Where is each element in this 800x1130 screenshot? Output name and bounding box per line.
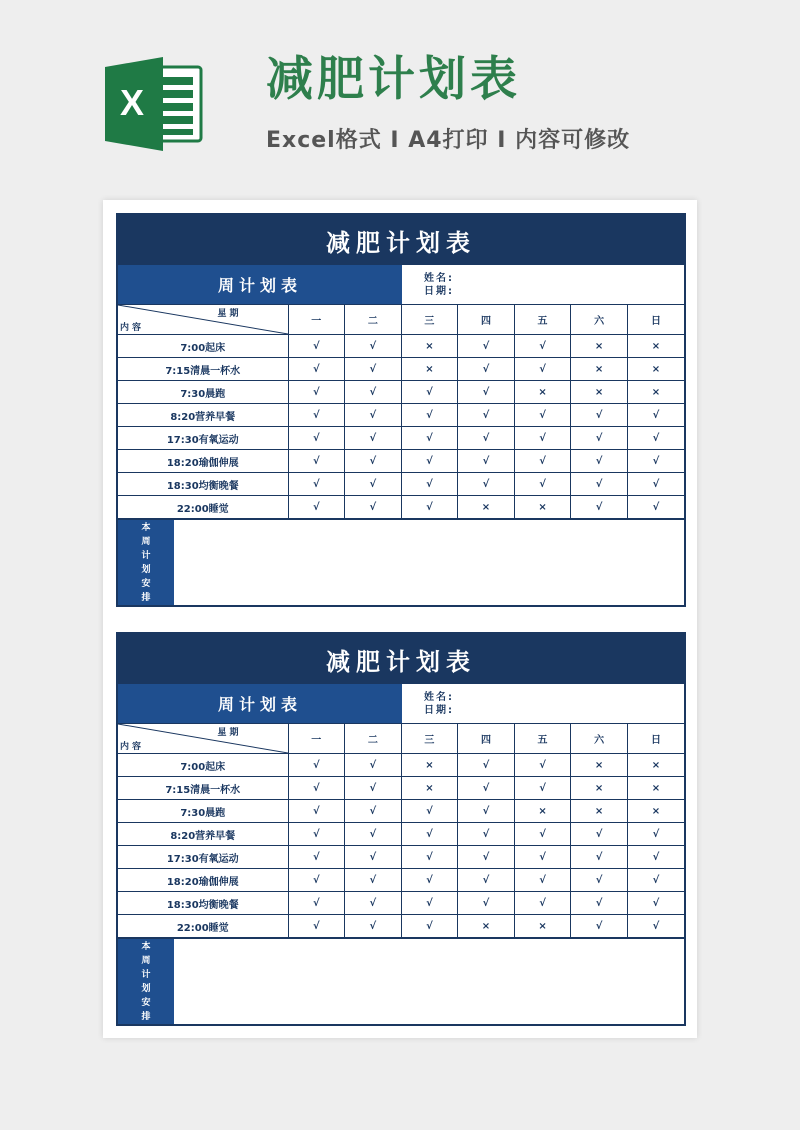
mark-cell[interactable]: √ xyxy=(288,800,345,823)
plan-label-char: 本 xyxy=(141,941,151,952)
name-date-block xyxy=(402,265,684,304)
mark-cell[interactable]: √ xyxy=(514,823,571,846)
mark-cell[interactable]: √ xyxy=(571,846,628,869)
day-header: 五 xyxy=(514,724,571,754)
day-header: 六 xyxy=(571,724,628,754)
mark-cell[interactable]: √ xyxy=(514,869,571,892)
mark-cell[interactable]: × xyxy=(571,358,628,381)
row-item: 18:20瑜伽伸展 xyxy=(118,450,288,473)
mark-cell[interactable]: √ xyxy=(288,846,345,869)
mark-cell[interactable]: × xyxy=(571,754,628,777)
excel-icon xyxy=(105,57,203,151)
corner-top-label: 星期 xyxy=(217,309,242,319)
mark-cell[interactable]: √ xyxy=(401,450,458,473)
corner-top-label: 星期 xyxy=(217,728,242,738)
mark-cell[interactable]: √ xyxy=(458,473,515,496)
table-row xyxy=(118,777,684,800)
mark-cell[interactable]: √ xyxy=(458,869,515,892)
row-item: 7:15清晨一杯水 xyxy=(118,777,288,800)
day-header: 五 xyxy=(514,305,571,335)
plan-label-char: 周 xyxy=(141,536,151,547)
mark-cell[interactable]: √ xyxy=(288,473,345,496)
mark-cell[interactable]: √ xyxy=(458,754,515,777)
mark-cell[interactable]: × xyxy=(627,777,684,800)
mark-cell[interactable]: √ xyxy=(627,473,684,496)
mark-cell[interactable]: √ xyxy=(458,427,515,450)
mark-cell[interactable]: × xyxy=(514,496,571,519)
mark-cell[interactable]: × xyxy=(514,800,571,823)
mark-cell[interactable]: √ xyxy=(458,358,515,381)
day-header: 日 xyxy=(627,305,684,335)
mark-cell[interactable]: √ xyxy=(458,335,515,358)
mark-cell[interactable]: × xyxy=(627,358,684,381)
mark-cell[interactable]: √ xyxy=(458,777,515,800)
row-item: 7:00起床 xyxy=(118,754,288,777)
mark-cell[interactable]: √ xyxy=(288,335,345,358)
table-row xyxy=(118,358,684,381)
mark-cell[interactable]: √ xyxy=(288,777,345,800)
mark-cell[interactable]: √ xyxy=(288,358,345,381)
day-header: 四 xyxy=(458,305,515,335)
plan-label-char: 计 xyxy=(141,550,151,561)
row-item: 22:00睡觉 xyxy=(118,915,288,938)
plan-label-char: 安 xyxy=(141,578,151,589)
mark-cell[interactable]: √ xyxy=(514,473,571,496)
mark-cell[interactable]: × xyxy=(627,754,684,777)
day-header: 三 xyxy=(401,724,458,754)
table-row xyxy=(118,869,684,892)
mark-cell[interactable]: × xyxy=(627,381,684,404)
mark-cell[interactable]: × xyxy=(571,800,628,823)
mark-cell[interactable]: × xyxy=(401,335,458,358)
table-row xyxy=(118,754,684,777)
plan-label-char: 排 xyxy=(141,1011,151,1022)
weekly-plan-area[interactable] xyxy=(174,939,684,1024)
mark-cell[interactable]: √ xyxy=(458,892,515,915)
mark-cell[interactable]: √ xyxy=(288,754,345,777)
mark-cell[interactable]: √ xyxy=(627,404,684,427)
corner-bottom-label: 内容 xyxy=(120,323,145,333)
plan-label-char: 计 xyxy=(141,969,151,980)
mark-cell[interactable]: √ xyxy=(458,404,515,427)
weekly-plan-row xyxy=(118,519,684,605)
row-item: 18:30均衡晚餐 xyxy=(118,473,288,496)
day-header: 三 xyxy=(401,305,458,335)
sheet-title: 减肥计划表 xyxy=(118,634,684,684)
mark-cell[interactable]: × xyxy=(514,915,571,938)
sheet-title: 减肥计划表 xyxy=(118,215,684,265)
mark-cell[interactable]: √ xyxy=(345,358,402,381)
mark-cell[interactable]: √ xyxy=(345,869,402,892)
mark-cell[interactable]: √ xyxy=(627,496,684,519)
mark-cell[interactable]: √ xyxy=(627,823,684,846)
schedule-table xyxy=(118,724,684,938)
mark-cell[interactable]: √ xyxy=(401,473,458,496)
week-plan-label: 周计划表 xyxy=(118,265,402,304)
table-row xyxy=(118,800,684,823)
mark-cell[interactable]: √ xyxy=(514,335,571,358)
row-item: 7:00起床 xyxy=(118,335,288,358)
mark-cell[interactable]: √ xyxy=(345,404,402,427)
mark-cell[interactable]: √ xyxy=(345,823,402,846)
plan-label-char: 安 xyxy=(141,997,151,1008)
mark-cell[interactable]: √ xyxy=(401,496,458,519)
row-item: 17:30有氧运动 xyxy=(118,427,288,450)
corner-bottom-label: 内容 xyxy=(120,742,145,752)
corner-cell xyxy=(118,724,288,754)
name-date-block xyxy=(402,684,684,723)
mark-cell[interactable]: √ xyxy=(288,381,345,404)
schedule-table xyxy=(118,305,684,519)
mark-cell[interactable]: √ xyxy=(571,450,628,473)
mark-cell[interactable]: × xyxy=(627,335,684,358)
row-item: 7:15清晨一杯水 xyxy=(118,358,288,381)
plan-sheet-2 xyxy=(116,632,686,1026)
day-header: 一 xyxy=(288,305,345,335)
mark-cell[interactable]: √ xyxy=(458,381,515,404)
mark-cell[interactable]: √ xyxy=(345,800,402,823)
mark-cell[interactable]: √ xyxy=(401,404,458,427)
mark-cell[interactable]: √ xyxy=(571,496,628,519)
mark-cell[interactable]: √ xyxy=(345,777,402,800)
mark-cell[interactable]: √ xyxy=(458,800,515,823)
table-row xyxy=(118,892,684,915)
table-header-row xyxy=(118,724,684,754)
table-row xyxy=(118,473,684,496)
mark-cell[interactable]: √ xyxy=(401,823,458,846)
mark-cell[interactable]: × xyxy=(571,777,628,800)
mark-cell[interactable]: √ xyxy=(401,915,458,938)
mark-cell[interactable]: √ xyxy=(345,473,402,496)
mark-cell[interactable]: √ xyxy=(571,869,628,892)
name-label: 姓名: xyxy=(424,272,454,284)
mark-cell[interactable]: √ xyxy=(458,823,515,846)
plan-label-char: 划 xyxy=(141,564,151,575)
mark-cell[interactable]: √ xyxy=(345,381,402,404)
page-subtitle: Excel格式 I A4打印 I 内容可修改 xyxy=(266,128,631,153)
mark-cell[interactable]: √ xyxy=(401,427,458,450)
mark-cell[interactable]: √ xyxy=(288,450,345,473)
row-item: 17:30有氧运动 xyxy=(118,846,288,869)
date-label: 日期: xyxy=(424,285,454,297)
page-title: 减肥计划表 xyxy=(266,52,521,107)
day-header: 六 xyxy=(571,305,628,335)
mark-cell[interactable]: √ xyxy=(288,404,345,427)
row-item: 8:20营养早餐 xyxy=(118,404,288,427)
mark-cell[interactable]: √ xyxy=(627,450,684,473)
mark-cell[interactable]: √ xyxy=(345,846,402,869)
mark-cell[interactable]: √ xyxy=(345,915,402,938)
mark-cell[interactable]: √ xyxy=(514,450,571,473)
day-header: 二 xyxy=(345,305,402,335)
mark-cell[interactable]: √ xyxy=(401,869,458,892)
row-item: 8:20营养早餐 xyxy=(118,823,288,846)
mark-cell[interactable]: √ xyxy=(288,869,345,892)
row-item: 7:30晨跑 xyxy=(118,800,288,823)
plan-label-char: 周 xyxy=(141,955,151,966)
mark-cell[interactable]: √ xyxy=(345,754,402,777)
mark-cell[interactable]: √ xyxy=(514,427,571,450)
day-header: 日 xyxy=(627,724,684,754)
mark-cell[interactable]: × xyxy=(514,381,571,404)
mark-cell[interactable]: × xyxy=(401,358,458,381)
table-row xyxy=(118,450,684,473)
mark-cell[interactable]: √ xyxy=(571,427,628,450)
mark-cell[interactable]: √ xyxy=(401,381,458,404)
mark-cell[interactable]: √ xyxy=(627,892,684,915)
mark-cell[interactable]: √ xyxy=(571,823,628,846)
mark-cell[interactable]: √ xyxy=(571,473,628,496)
mark-cell[interactable]: √ xyxy=(627,846,684,869)
day-header: 一 xyxy=(288,724,345,754)
mark-cell[interactable]: √ xyxy=(458,846,515,869)
weekly-plan-label xyxy=(118,520,174,605)
table-row xyxy=(118,823,684,846)
name-label: 姓名: xyxy=(424,691,454,703)
table-row xyxy=(118,404,684,427)
row-item: 18:20瑜伽伸展 xyxy=(118,869,288,892)
mark-cell[interactable]: √ xyxy=(514,754,571,777)
mark-cell[interactable]: × xyxy=(627,800,684,823)
mark-cell[interactable]: × xyxy=(571,335,628,358)
mark-cell[interactable]: √ xyxy=(401,846,458,869)
mark-cell[interactable]: √ xyxy=(571,404,628,427)
mark-cell[interactable]: √ xyxy=(288,496,345,519)
mark-cell[interactable]: √ xyxy=(345,496,402,519)
plan-label-char: 本 xyxy=(141,522,151,533)
table-row xyxy=(118,427,684,450)
row-item: 7:30晨跑 xyxy=(118,381,288,404)
mark-cell[interactable]: √ xyxy=(514,892,571,915)
info-row xyxy=(118,684,684,724)
table-row xyxy=(118,846,684,869)
mark-cell[interactable]: × xyxy=(458,496,515,519)
week-plan-label: 周计划表 xyxy=(118,684,402,723)
mark-cell[interactable]: √ xyxy=(401,892,458,915)
mark-cell[interactable]: × xyxy=(401,777,458,800)
mark-cell[interactable]: × xyxy=(571,381,628,404)
mark-cell[interactable]: √ xyxy=(514,777,571,800)
mark-cell[interactable]: √ xyxy=(288,427,345,450)
table-row xyxy=(118,496,684,519)
mark-cell[interactable]: √ xyxy=(514,404,571,427)
day-header: 四 xyxy=(458,724,515,754)
mark-cell[interactable]: √ xyxy=(627,915,684,938)
page-header xyxy=(0,0,800,190)
plan-label-char: 划 xyxy=(141,983,151,994)
weekly-plan-row xyxy=(118,938,684,1024)
mark-cell[interactable]: √ xyxy=(514,358,571,381)
row-item: 22:00睡觉 xyxy=(118,496,288,519)
weekly-plan-area[interactable] xyxy=(174,520,684,605)
table-row xyxy=(118,915,684,938)
mark-cell[interactable]: √ xyxy=(627,869,684,892)
mark-cell[interactable]: √ xyxy=(571,915,628,938)
mark-cell[interactable]: √ xyxy=(571,892,628,915)
mark-cell[interactable]: √ xyxy=(401,800,458,823)
plan-sheet-1 xyxy=(116,213,686,607)
mark-cell[interactable]: √ xyxy=(345,450,402,473)
info-row xyxy=(118,265,684,305)
mark-cell[interactable]: √ xyxy=(627,427,684,450)
day-header: 二 xyxy=(345,724,402,754)
corner-cell xyxy=(118,305,288,335)
table-header-row xyxy=(118,305,684,335)
plan-label-char: 排 xyxy=(141,592,151,603)
table-row xyxy=(118,381,684,404)
excel-logo-letter: X xyxy=(119,82,145,123)
mark-cell[interactable]: × xyxy=(401,754,458,777)
mark-cell[interactable]: √ xyxy=(288,892,345,915)
mark-cell[interactable]: √ xyxy=(345,892,402,915)
date-label: 日期: xyxy=(424,704,454,716)
mark-cell[interactable]: √ xyxy=(345,427,402,450)
row-item: 18:30均衡晚餐 xyxy=(118,892,288,915)
mark-cell[interactable]: √ xyxy=(288,823,345,846)
mark-cell[interactable]: √ xyxy=(288,915,345,938)
mark-cell[interactable]: √ xyxy=(458,450,515,473)
weekly-plan-label xyxy=(118,939,174,1024)
mark-cell[interactable]: × xyxy=(458,915,515,938)
mark-cell[interactable]: √ xyxy=(514,846,571,869)
table-row xyxy=(118,335,684,358)
mark-cell[interactable]: √ xyxy=(345,335,402,358)
